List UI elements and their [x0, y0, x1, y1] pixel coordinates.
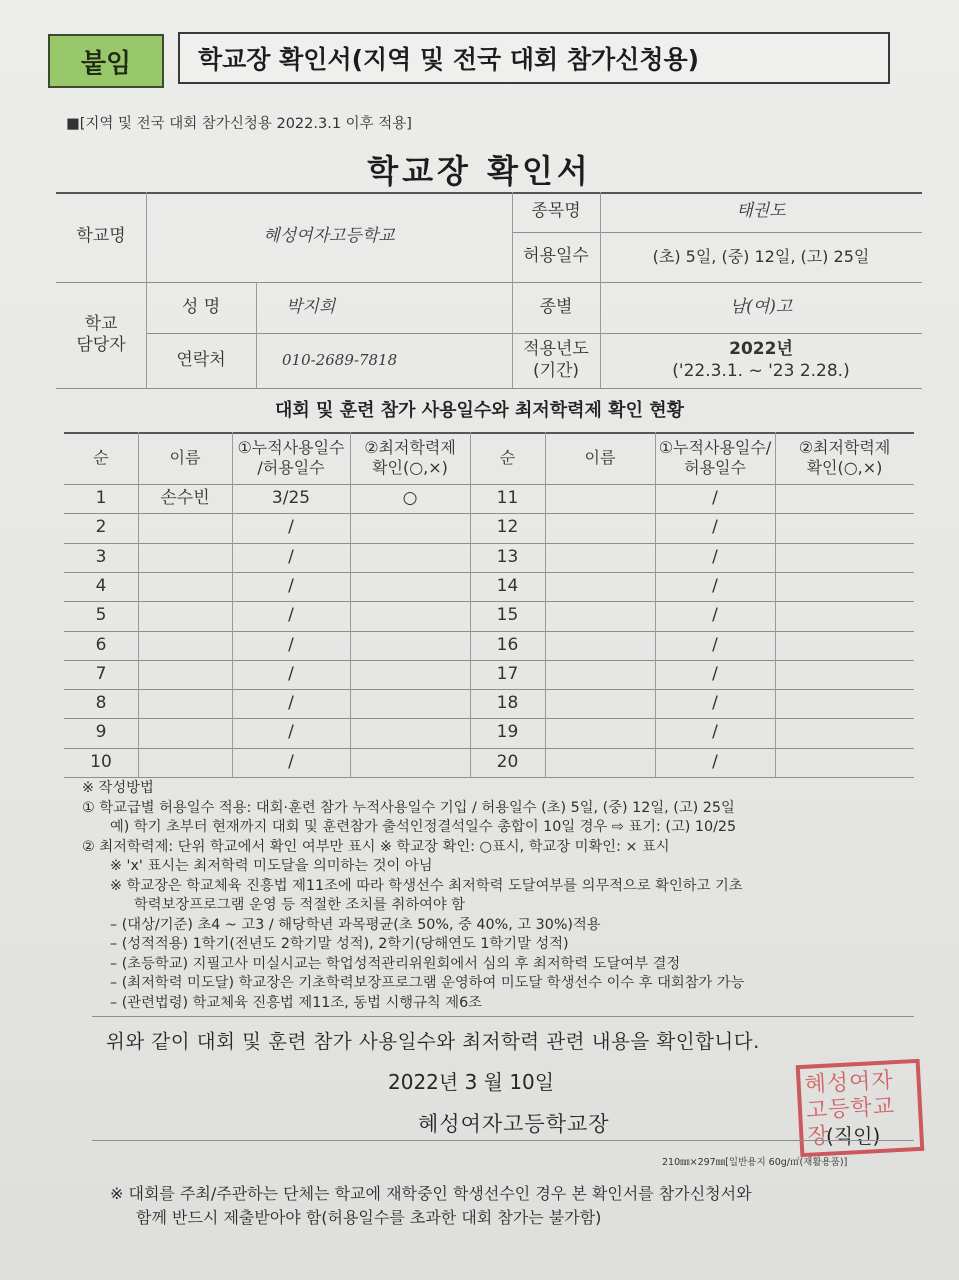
table-cell: / [712, 605, 718, 626]
gender-value: 남(여)고 [729, 296, 793, 317]
table-cell: 11 [496, 488, 519, 509]
table-header-text: 순 [499, 448, 516, 467]
table-cell: 14 [496, 575, 519, 596]
table-cell: / [288, 663, 294, 684]
table-cell: / [288, 605, 294, 626]
table-header-cell [775, 432, 914, 484]
table-cell: / [288, 546, 294, 567]
table-cell: / [288, 517, 294, 538]
note-line: – (대상/기준) 초4 ~ 고3 / 해당학년 과목평균(초 50%, 중 40%, 고 30%)적용 [110, 916, 601, 933]
table-cell: 3 [95, 546, 107, 567]
table-cell: / [288, 722, 294, 743]
principal-name: 혜성여자고등학교장 [418, 1112, 610, 1136]
footer-line: 함께 반드시 제출받아야 함(허용일수를 초과한 대회 참가는 불가함) [136, 1208, 602, 1227]
note-line: ※ 학교장은 학교체육 진흥법 제11조에 따라 학생선수 최저학력 도달여부를 의무적으로 확인하고 기초 [110, 877, 743, 894]
table-cell: / [712, 751, 718, 772]
table-cell [350, 689, 470, 718]
table-cell: 7 [95, 663, 107, 684]
table-cell: 13 [496, 546, 519, 567]
table-cell: / [712, 693, 718, 714]
table-cell [138, 631, 232, 660]
allowed-days-value: (초) 5일, (중) 12일, (고) 25일 [652, 247, 870, 266]
attachment-tag-label: 붙임 [80, 48, 132, 79]
sport-value: 태권도 [736, 201, 786, 222]
table-header-text: 확인(○,×) [372, 458, 448, 477]
table-cell [350, 513, 470, 542]
table-cell [350, 718, 470, 747]
table-cell [350, 572, 470, 601]
table-header-cell [138, 432, 232, 484]
school-value: 혜성여자고등학교 [263, 226, 395, 247]
table-header-text: 이름 [584, 448, 616, 467]
table-cell: 손수빈 [160, 488, 210, 509]
table-header-cell [470, 432, 545, 484]
table-cell [138, 689, 232, 718]
table-cell: 19 [496, 722, 519, 743]
applicability-notice: ■[지역 및 전국 대회 참가신청용 2022.3.1 이후 적용] [66, 116, 412, 132]
table-cell: 2 [95, 517, 107, 538]
period-value: ('22.3.1. ~ '23 2.28.) [672, 360, 850, 381]
table-header-cell [64, 432, 138, 484]
gender-label: 종별 [539, 296, 573, 317]
table-row-line [64, 777, 914, 778]
staff-label-line2: 담당자 [76, 335, 126, 355]
table-cell [138, 748, 232, 777]
table-header-text: 이름 [169, 448, 201, 467]
note-line: – (성적적용) 1학기(전년도 2학기말 성적), 2학기(당해연도 1학기말 성적) [110, 936, 569, 952]
staff-label-line1: 학교 [84, 313, 118, 334]
table-header-text: ①누적사용일수/ [658, 438, 772, 457]
table-cell [138, 718, 232, 747]
table-header-text: 순 [93, 448, 109, 467]
notes-divider [92, 1016, 914, 1017]
table-cell: 15 [496, 605, 519, 626]
table-cell: 8 [95, 693, 107, 714]
year-label [512, 333, 600, 388]
name-value: 박지희 [286, 296, 336, 317]
note-line: ※ 작성방법 [82, 780, 154, 796]
note-line: – (관련법령) 학교체육 진흥법 제11조, 동법 시행규칙 제6조 [110, 994, 482, 1011]
table-cell: / [712, 663, 718, 684]
table-header-cell [232, 432, 350, 484]
footer-line: ※ 대회를 주최/주관하는 단체는 학교에 재학중인 학생선수인 경우 본 확인서를 참가신청서와 [110, 1184, 752, 1203]
table-cell: / [712, 517, 718, 538]
table-cell: / [288, 751, 294, 772]
note-line: ① 학교급별 허용일수 적용: 대회·훈련 참가 누적사용일수 기입 / 허용일수 (초) 5일, (중) 12일, (고) 25일 [82, 799, 735, 816]
table-cell [138, 572, 232, 601]
year-label-line1: 적용년도 [523, 339, 589, 360]
info-line [56, 388, 922, 389]
table-header-cell [545, 432, 655, 484]
seal-label: (직인) [826, 1124, 881, 1148]
table-header-text: ①누적사용일수 [237, 438, 345, 457]
contact-value: 010-2689-7818 [282, 351, 398, 370]
header-title: 학교장 확인서(지역 및 전국 대회 참가신청용) [198, 45, 700, 74]
header-banner [178, 32, 890, 84]
table-cell: / [712, 488, 718, 509]
table-cell [350, 748, 470, 777]
name-label: 성 명 [181, 296, 221, 317]
staff-label [56, 282, 146, 388]
table-cell: 9 [95, 722, 107, 743]
table-header-text: ②최저학력제 [364, 438, 456, 457]
table-cell: 4 [95, 575, 107, 596]
note-line: ② 최저학력제: 단위 학교에서 확인 여부만 표시 ※ 학교장 확인: ○표시, 학교장 미확인: × 표시 [82, 838, 670, 855]
note-line: – (초등학교) 지필고사 미실시교는 학업성적관리위원회에서 심의 후 최저학력 도달여부 결정 [110, 955, 681, 972]
paper-spec: 210㎜×297㎜[일반용지 60g/㎡(재활용품)] [662, 1157, 848, 1168]
school-label: 학교명 [76, 226, 126, 247]
note-line: – (최저학력 미도달) 학교장은 기초학력보장프로그램 운영하여 미도달 학생선수 이수 후 대회참가 가능 [110, 975, 745, 991]
table-cell [350, 601, 470, 630]
table-cell: 18 [496, 693, 519, 714]
table-cell: 20 [496, 751, 519, 772]
table-cell: / [288, 693, 294, 714]
table-cell: 16 [496, 634, 519, 655]
table-header-text: /허용일수 [257, 458, 325, 477]
table-cell [138, 543, 232, 572]
document-title: 학교장 확인서 [367, 152, 592, 190]
table-cell [138, 601, 232, 630]
confirmation-statement: 위와 같이 대회 및 훈련 참가 사용일수와 최저학력 관련 내용을 확인합니다. [106, 1030, 760, 1053]
writing-instructions [82, 780, 922, 1014]
table-cell [350, 543, 470, 572]
section-title: 대회 및 훈련 참가 사용일수와 최저학력제 확인 현황 [274, 400, 684, 421]
table-header-text: ②최저학력제 [798, 438, 891, 457]
table-cell: / [712, 634, 718, 655]
table-cell: 12 [496, 517, 519, 538]
table-cell: / [288, 575, 294, 596]
year-label-line2: (기간) [532, 360, 580, 381]
allowed-days-label: 허용일수 [523, 246, 589, 267]
seal-lettering: 혜성여자고등학교장 [804, 1068, 896, 1150]
attachment-tag [48, 34, 164, 88]
table-cell: 1 [95, 488, 107, 509]
footer-divider [92, 1140, 914, 1141]
year-value-line1: 2022년 [729, 339, 793, 360]
table-header-text: 허용일수 [684, 458, 746, 477]
table-cell: 6 [95, 634, 107, 655]
table-header-text: 확인(○,×) [806, 458, 883, 477]
table-cell: / [712, 722, 718, 743]
contact-label: 연락처 [176, 349, 226, 370]
table-cell: 17 [496, 663, 519, 684]
table-cell: / [712, 575, 718, 596]
table-cell: / [288, 634, 294, 655]
year-value [600, 333, 922, 388]
confirmation-date: 2022년 3 월 10일 [388, 1070, 555, 1094]
footer-note [110, 1182, 910, 1230]
table-cell [350, 631, 470, 660]
note-line: 학력보장프로그램 운영 등 적절한 조치를 취하여야 함 [134, 897, 466, 913]
table-cell: 3/25 [271, 488, 311, 509]
table-header-cell [655, 432, 775, 484]
sport-label: 종목명 [531, 201, 581, 222]
table-header-cell [350, 432, 470, 484]
table-cell [350, 660, 470, 689]
table-cell: 10 [90, 751, 112, 772]
note-line: 예) 학기 초부터 현재까지 대회 및 훈련참가 출석인정결석일수 총합이 10일 경우 ⇨ 표기: (고) 10/25 [110, 819, 737, 835]
note-line: ※ 'x' 표시는 최저학력 미도달을 의미하는 것이 아님 [110, 858, 433, 874]
table-cell [138, 513, 232, 542]
table-cell: ○ [402, 488, 418, 509]
table-cell: / [712, 546, 718, 567]
table-cell [138, 660, 232, 689]
table-cell: 5 [95, 605, 107, 626]
